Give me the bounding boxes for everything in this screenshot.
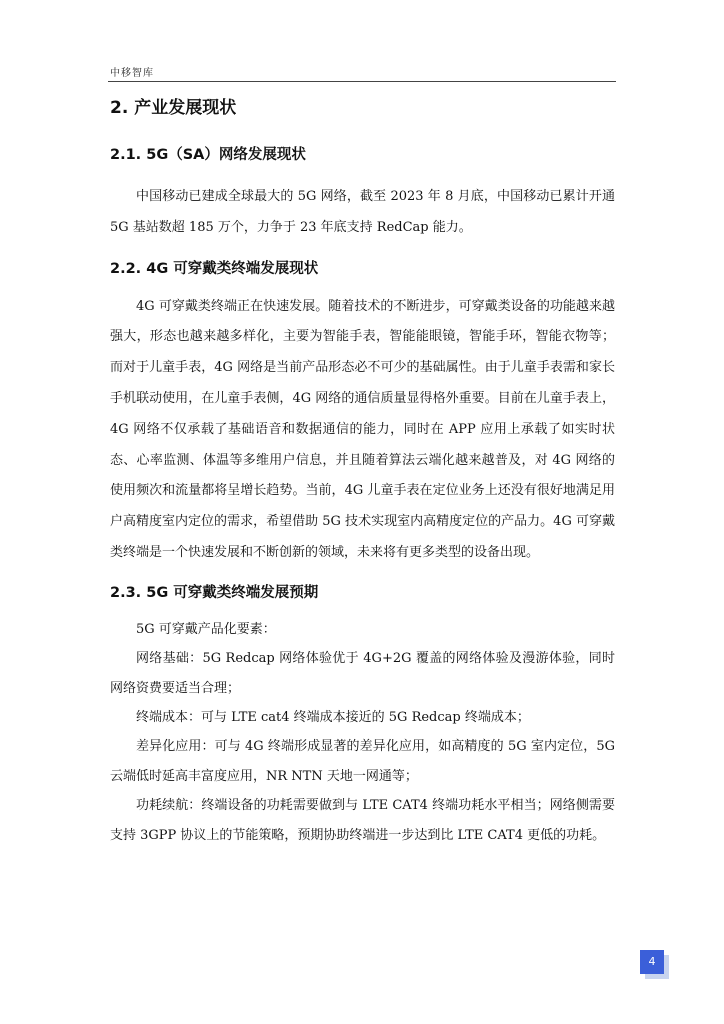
header-divider: [108, 81, 616, 82]
paragraph: 功耗续航：终端设备的功耗需要做到与 LTE CAT4 终端功耗水平相当；网络侧需要支持 3GPP 协议上的节能策略，预期协助终端进一步达到比 LTE CAT4 更低的功耗。: [110, 798, 615, 843]
section-2-1-heading: 2.1. 5G（SA）网络发展现状: [110, 147, 306, 163]
paragraph: 中国移动已建成全球最大的 5G 网络，截至 2023 年 8 月底，中国移动已累计开通 5G 基站数超 185 万个，力争于 23 年底支持 RedCap 能力。: [110, 189, 615, 235]
paragraph: 网络基础：5G Redcap 网络体验优于 4G+2G 覆盖的网络体验及漫游体验，同时网络资费要适当合理；: [110, 651, 615, 696]
section-2-2-heading: 2.2. 4G 可穿戴类终端发展现状: [110, 260, 319, 277]
header-label: 中移智库: [110, 68, 154, 79]
paragraph: 终端成本：可与 LTE cat4 终端成本接近的 5G Redcap 终端成本；: [136, 709, 530, 725]
section-2-heading: 2. 产业发展现状: [110, 98, 237, 118]
page-number: 4: [640, 950, 664, 974]
paragraph: 差异化应用：可与 4G 终端形成显著的差异化应用，如高精度的 5G 室内定位，5G 云端低时延高丰富度应用，NR NTN 天地一网通等；: [110, 739, 615, 784]
section-2-3-heading: 2.3. 5G 可穿戴类终端发展预期: [110, 584, 319, 601]
document-body: [110, 90, 615, 850]
paragraph: 4G 可穿戴类终端正在快速发展。随着技术的不断进步，可穿戴类设备的功能越来越强大，形态也越来越多样化，主要为智能手表，智能能眼镜，智能手环，智能衣物等；而对于儿童手表，4G 网络是当前产品形态必不可少的基础属性。由于儿童手表需和家长手机联动使用，在儿童手表侧，4G 网络的通信质量显得格外重要。目前在儿童手表上，4G 网络不仅承载了基础语音和数据通信的能力，同时在 APP 应用上承载了如实时状态、心率监测、体温等多维用户信息，并且随着算法云端化越来越普及，对 4G 网络的使用频次和流量都将呈增长趋势。当前，4G 儿童手表在定位业务上还没有很好地满足用户高精度室内定位的需求，希望借助 5G 技术实现室内高精度定位的产品力。4G 可穿戴类终端是一个快速发展和不断创新的领域，未来将有更多类型的设备出现。: [110, 298, 615, 560]
paragraph: 5G 可穿戴产品化要素：: [136, 621, 276, 637]
